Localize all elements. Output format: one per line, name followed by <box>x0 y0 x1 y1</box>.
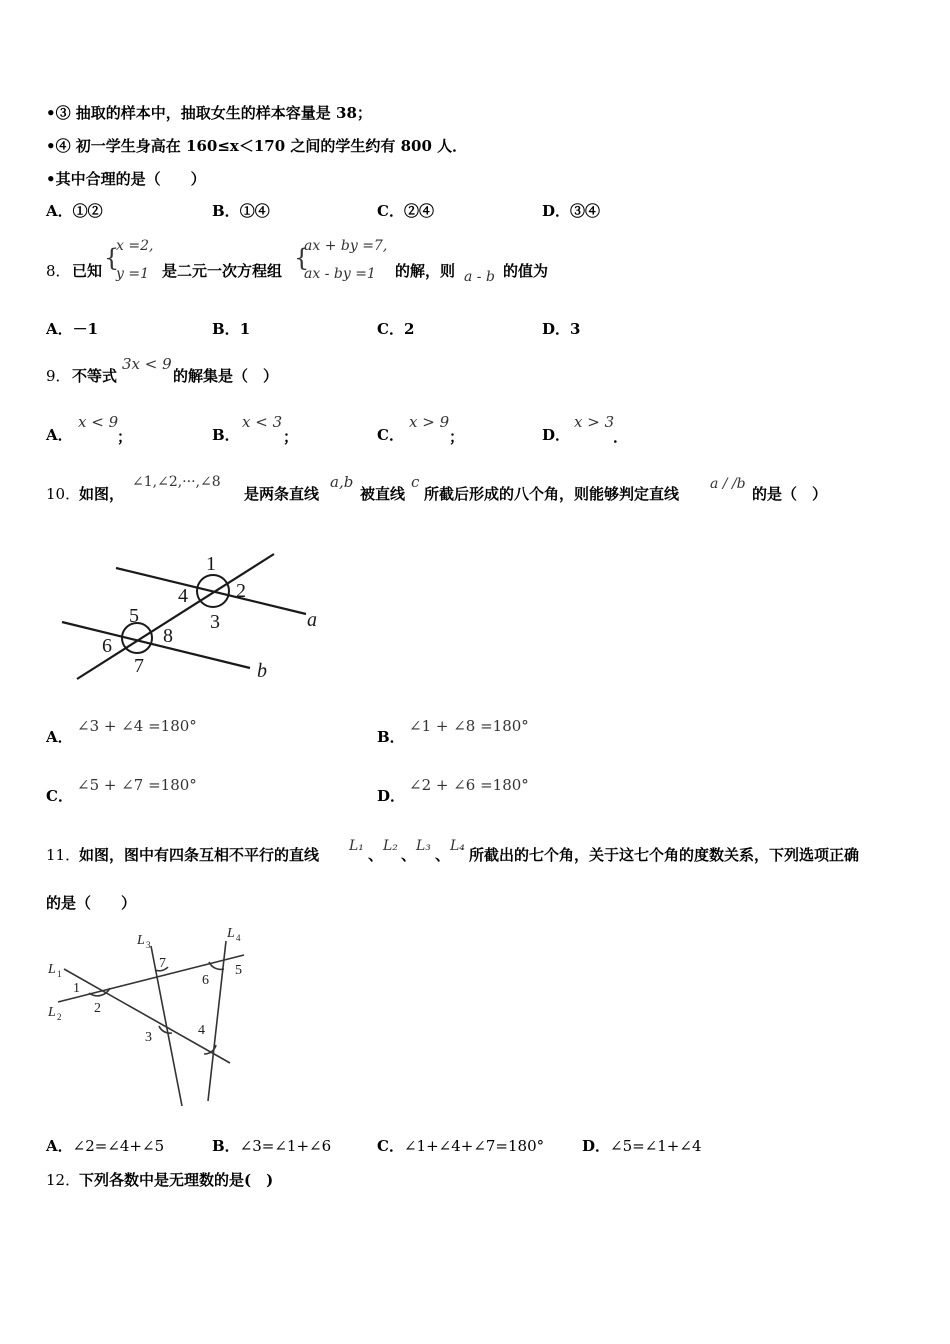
q11-text-2: 所截出的七个角，关于这七个角的度数关系，下列选项正确 <box>469 846 860 864</box>
angle-5: 5 <box>235 963 242 978</box>
option-value: 1 <box>239 320 251 338</box>
angle-label-6: 6 <box>102 635 112 657</box>
option-label: A． <box>46 202 73 220</box>
option-label: D． <box>377 787 406 805</box>
q11-option-d[interactable] <box>582 1136 702 1156</box>
angle-label-8: 8 <box>163 625 173 647</box>
angle-3: 3 <box>145 1030 152 1045</box>
q11-text-3: 的是（ ） <box>46 894 137 912</box>
option-label: D． <box>542 426 571 444</box>
option-label: D． <box>542 320 571 338</box>
q8-system1-line2: y =1 <box>116 266 149 282</box>
option-value: 3 <box>570 320 581 338</box>
q7-option-c[interactable] <box>377 201 434 221</box>
q10-parallel: a / /b <box>710 476 746 492</box>
q8-option-a[interactable] <box>46 319 98 339</box>
option-value: ∠5=∠1+∠4 <box>610 1137 702 1155</box>
option-label: B． <box>212 320 240 338</box>
q10-text-1: 如图， <box>79 485 125 503</box>
angle-label-4: 4 <box>178 585 188 607</box>
label-L1-sub: 1 <box>57 969 62 979</box>
label-L3-sub: 3 <box>146 940 151 950</box>
q9-option-b-sep: ； <box>283 428 299 446</box>
q7-option-d[interactable] <box>542 201 600 221</box>
q11-option-a[interactable] <box>46 1136 164 1156</box>
q9-expression: 3x < 9 <box>122 355 172 373</box>
q10-text-4: 所截后形成的八个角，则能够判定直线 <box>424 485 680 503</box>
angle-label-1: 1 <box>206 553 216 575</box>
option-value: ∠2=∠4+∠5 <box>72 1137 165 1155</box>
q8-option-c[interactable] <box>377 319 414 339</box>
line-a-label: a <box>307 609 317 631</box>
q9-option-c-sep: ； <box>449 428 465 446</box>
q9-text-2: 的解集是（ ） <box>173 367 279 385</box>
q9-option-d-sep: ． <box>613 428 629 446</box>
label-L2-sub: 2 <box>57 1012 62 1022</box>
q11-option-c[interactable] <box>377 1136 544 1156</box>
q8-text-3: 的解，则 <box>395 262 456 280</box>
option-value: ②④ <box>403 202 434 220</box>
q10-angles: ∠1,∠2,···,∠8 <box>132 474 221 490</box>
q10-option-d[interactable] <box>377 786 405 806</box>
angle-2: 2 <box>94 1001 101 1016</box>
label-L4: L <box>227 926 235 941</box>
q10-option-a[interactable] <box>46 727 73 747</box>
q9-option-d[interactable] <box>542 425 570 445</box>
q8-system1-line1: x =2, <box>116 238 154 254</box>
q9-text-1: 不等式 <box>72 367 118 385</box>
option-label: B． <box>212 202 240 220</box>
q9-option-d-value: x > 3 <box>574 413 615 431</box>
q7-option-b[interactable] <box>212 201 270 221</box>
q10-option-b[interactable] <box>377 727 405 747</box>
q8-brace-2: { <box>294 244 310 272</box>
q8-text-4: 的值为 <box>503 262 549 280</box>
line-b-label: b <box>257 660 267 682</box>
q11-L4: L₄ <box>450 838 465 854</box>
q9-option-c[interactable] <box>377 425 404 445</box>
option-value: ①② <box>72 202 103 220</box>
q10-option-a-value: ∠3 + ∠4 =180° <box>77 717 197 735</box>
angle-6: 6 <box>202 973 209 988</box>
q9-number: 9． <box>46 367 71 385</box>
q10-cut-line: c <box>411 473 420 491</box>
q11-sep-1: 、 <box>368 846 384 864</box>
q9-option-a-value: x < 9 <box>78 413 119 431</box>
q11-L1: L₁ <box>349 838 364 854</box>
angle-7: 7 <box>159 956 166 971</box>
q7-option-a[interactable] <box>46 201 103 221</box>
q8-text-2: 是二元一次方程组 <box>162 262 283 280</box>
option-label: D． <box>582 1137 611 1155</box>
line-L2 <box>58 955 244 1002</box>
angle-label-7: 7 <box>134 655 144 677</box>
option-label: B． <box>212 426 240 444</box>
option-label: C． <box>377 1137 404 1155</box>
option-value: ③④ <box>570 202 601 220</box>
q8-system2-line1: ax + by =7, <box>304 238 388 254</box>
q8-text-1: 已知 <box>72 262 103 280</box>
q10-option-c-value: ∠5 + ∠7 =180° <box>77 776 197 794</box>
option-label: A． <box>46 728 73 746</box>
q10-option-b-value: ∠1 + ∠8 =180° <box>409 717 529 735</box>
option-label: C． <box>377 320 404 338</box>
angle-label-2: 2 <box>236 580 246 602</box>
label-L2: L <box>48 1005 56 1020</box>
q9-option-a[interactable] <box>46 425 73 445</box>
q9-option-c-value: x > 9 <box>409 413 450 431</box>
q9-option-b-value: x < 3 <box>242 413 283 431</box>
q11-figure <box>44 920 254 1110</box>
q10-text-2: 是两条直线 <box>244 485 320 503</box>
question-prompt: •其中合理的是（ ） <box>46 170 206 188</box>
option-value: 2 <box>403 320 415 338</box>
option-label: D． <box>542 202 571 220</box>
option-label: C． <box>377 202 404 220</box>
option-label: B． <box>377 728 405 746</box>
angle-1: 1 <box>73 981 80 996</box>
q11-sep-3: 、 <box>435 846 451 864</box>
option-value: ①④ <box>239 202 270 220</box>
option-label: A． <box>46 320 73 338</box>
q8-number: 8． <box>46 262 71 280</box>
angle-4: 4 <box>198 1023 205 1038</box>
q10-figure <box>50 545 340 690</box>
q10-number: 10． <box>46 485 81 503</box>
q10-text-5: 的是（ ） <box>752 485 828 503</box>
q8-expression: a - b <box>464 269 495 285</box>
q10-option-d-value: ∠2 + ∠6 =180° <box>409 776 529 794</box>
option-label: B． <box>212 1137 240 1155</box>
q11-option-b[interactable] <box>212 1136 331 1156</box>
q10-text-3: 被直线 <box>360 485 406 503</box>
option-label: A． <box>46 426 73 444</box>
q9-option-b[interactable] <box>212 425 240 445</box>
label-L3: L <box>137 933 145 948</box>
q12-text: 下列各数中是无理数的是( ) <box>79 1171 274 1189</box>
q8-system2-line2: ax - by =1 <box>304 266 376 282</box>
option-label: C． <box>46 787 73 805</box>
statement-3: •③ 抽取的样本中，抽取女生的样本容量是 38； <box>46 104 372 122</box>
q10-lines: a,b <box>330 473 354 491</box>
q11-number: 11． <box>46 846 81 864</box>
option-value: ∠3=∠1+∠6 <box>239 1137 332 1155</box>
option-label: C． <box>377 426 404 444</box>
statement-4: •④ 初一学生身高在 160≤x＜170 之间的学生约有 800 人． <box>46 137 468 155</box>
q8-brace-1: { <box>104 244 120 272</box>
label-L4-sub: 4 <box>236 933 241 943</box>
q8-option-b[interactable] <box>212 319 250 339</box>
option-value: －1 <box>72 320 99 338</box>
line-c <box>77 554 274 679</box>
q8-option-d[interactable] <box>542 319 580 339</box>
angle-label-3: 3 <box>210 611 220 633</box>
q11-sep-2: 、 <box>401 846 417 864</box>
q11-L2: L₂ <box>383 838 398 854</box>
option-value: ∠1+∠4+∠7=180° <box>403 1137 545 1155</box>
angle-label-5: 5 <box>129 605 139 627</box>
option-label: A． <box>46 1137 73 1155</box>
q11-text-1: 如图，图中有四条互相不平行的直线 <box>79 846 320 864</box>
q12-number: 12． <box>46 1171 81 1189</box>
q10-option-c[interactable] <box>46 786 73 806</box>
q9-option-a-sep: ； <box>117 428 133 446</box>
label-L1: L <box>48 962 56 977</box>
q11-L3: L₃ <box>416 838 431 854</box>
